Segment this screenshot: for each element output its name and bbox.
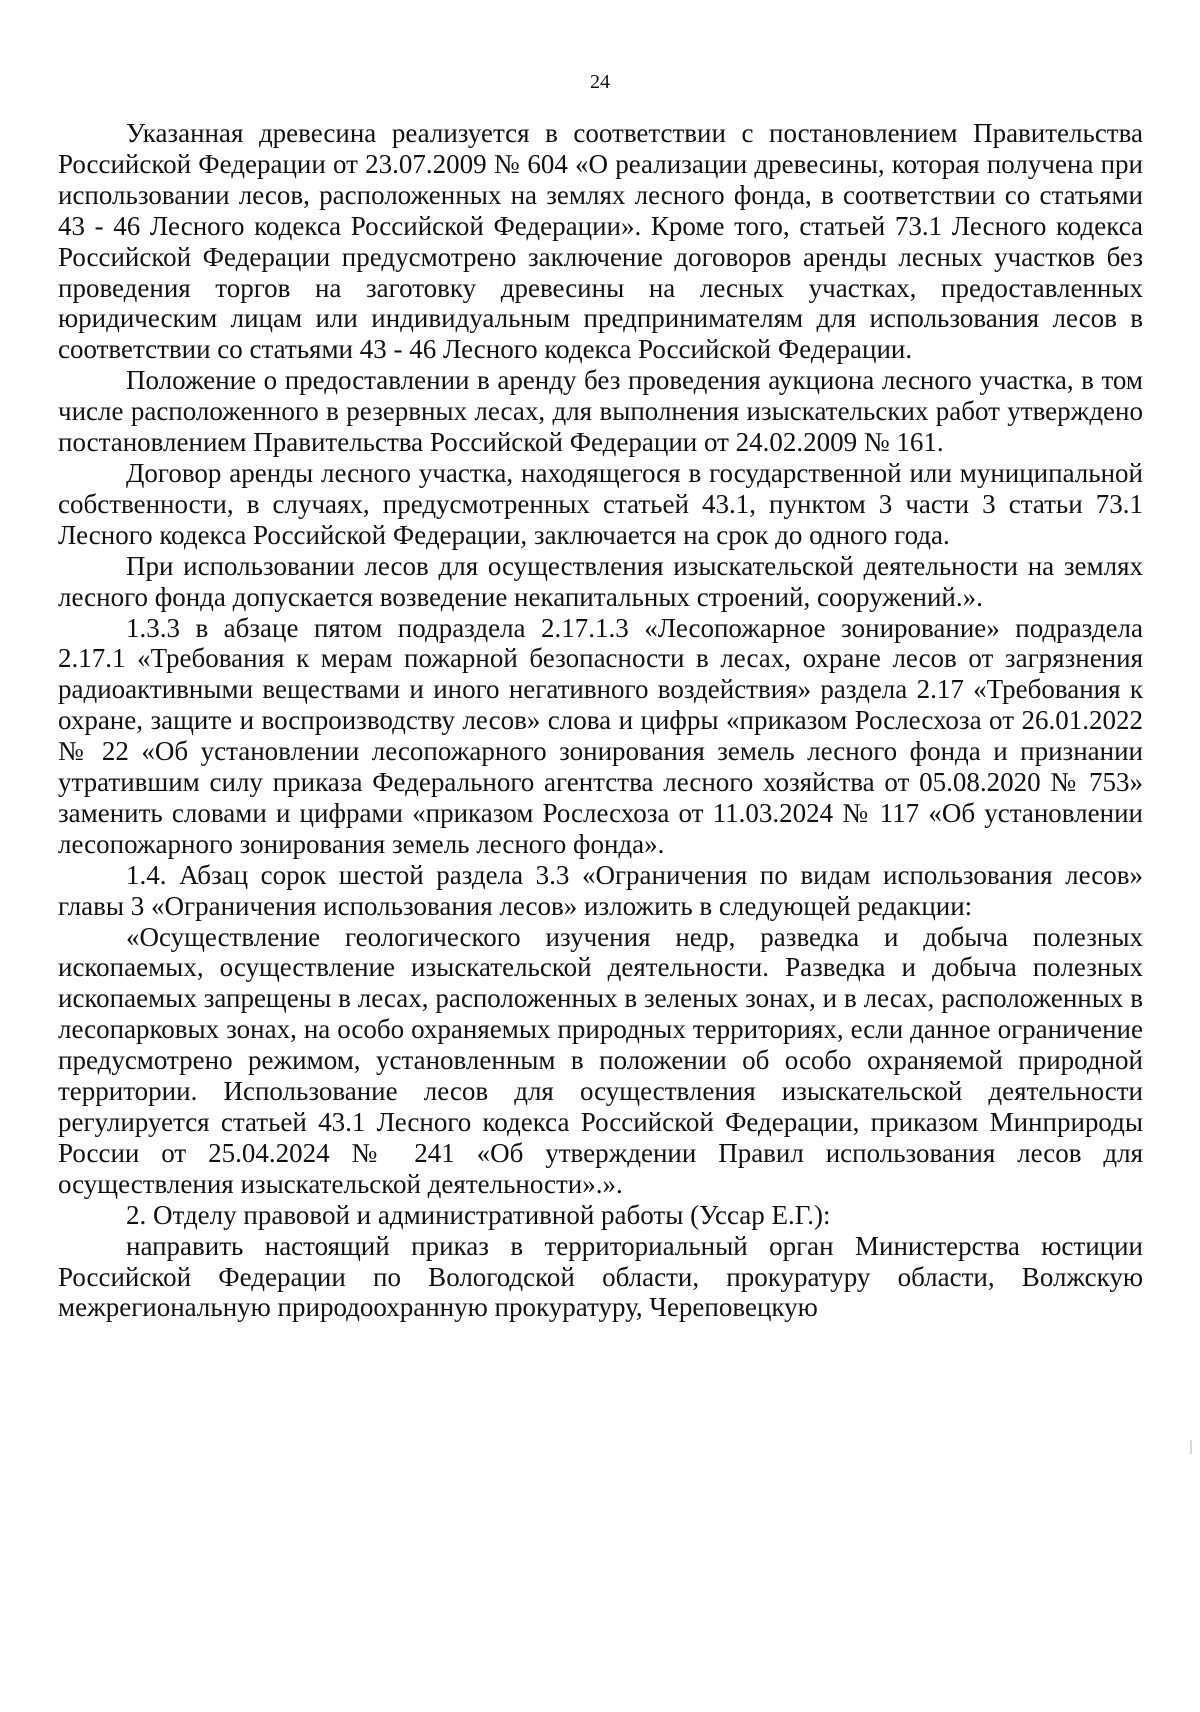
paragraph-item-1-4: 1.4. Абзац сорок шестой раздела 3.3 «Ограничения по видам использования лесов» главы 3 «Ограничения использования лесов» изложить в следующей редакции: (58, 859, 1143, 921)
paragraph-lease-term: Договор аренды лесного участка, находящегося в государственной или муниципальной собственности, в случаях, предусмотренных статьей 43.1, пунктом 3 части 3 статьи 73.1 Лесного кодекса Российской Федерации, заключается на срок до одного года. (58, 457, 1143, 550)
paragraph-item-1-3-3: 1.3.3 в абзаце пятом подраздела 2.17.1.3 «Лесопожарное зонирование» подраздела 2.17.1 «Требования к мерам пожарной безопасности в лесах, охране лесов от загрязнения радиоактивными веществами и иного негативного воздействия» раздела 2.17 «Требования к охране, защите и воспроизводству лесов» слова и цифры «приказом Рослесхоза от 26.01.2022 № 22 «Об установлении лесопожарного зонирования земель лесного фонда и признании утратившим силу приказа Федерального агентства лесного хозяйства от 05.08.2020 № 753» заменить словами и цифрами «приказом Рослесхоза от 11.03.2024 № 117 «Об установлении лесопожарного зонирования земель лесного фонда». (58, 612, 1143, 859)
page-number: 24 (590, 71, 610, 93)
paragraph-direct-order: направить настоящий приказ в территориальный орган Министерства юстиции Российской Федерации по Вологодской области, прокуратуру области, Волжскую межрегиональную природоохранную прокуратуру, Череповецкую (58, 1230, 1143, 1323)
paragraph-wood-sale: Указанная древесина реализуется в соответствии с постановлением Правительства Российской Федерации от 23.07.2009 № 604 «О реализации древесины, которая получена при использовании лесов, расположенных на землях лесного фонда, в соответствии со статьями 43 - 46 Лесного кодекса Российской Федерации». Кроме того, статьей 73.1 Лесного кодекса Российской Федерации предусмотрено заключение договоров аренды лесных участков без проведения торгов на заготовку древесины на лесных участках, предоставленных юридическим лицам или индивидуальным предпринимателям для использования лесов в соответствии со статьями 43 - 46 Лесного кодекса Российской Федерации. (58, 118, 1143, 365)
scan-edge-mark (1190, 1440, 1192, 1454)
paragraph-lease-regulation: Положение о предоставлении в аренду без проведения аукциона лесного участка, в том числе расположенного в резервных лесах, для выполнения изыскательских работ утверждено постановлением Правительства Российской Федерации от 24.02.2009 № 161. (58, 365, 1143, 458)
document-body (58, 118, 1143, 1323)
paragraph-quoted-amendment: «Осуществление геологического изучения недр, разведка и добыча полезных ископаемых, осуществление изыскательской деятельности. Разведка и добыча полезных ископаемых запрещены в лесах, расположенных в зеленых зонах, и в лесах, расположенных в лесопарковых зонах, на особо охраняемых природных территориях, если данное ограничение предусмотрено режимом, установленным в положении об особо охраняемой природной территории. Использование лесов для осуществления изыскательской деятельности регулируется статьей 43.1 Лесного кодекса Российской Федерации, приказом Минприроды России от 25.04.2024 № 241 «Об утверждении Правил использования лесов для осуществления изыскательской деятельности».». (58, 921, 1143, 1199)
paragraph-item-2: 2. Отделу правовой и административной работы (Уссар Е.Г.): (126, 1199, 831, 1230)
paragraph-temporary-structures: При использовании лесов для осуществления изыскательской деятельности на землях лесного фонда допускается возведение некапитальных строений, сооружений.». (58, 550, 1143, 612)
